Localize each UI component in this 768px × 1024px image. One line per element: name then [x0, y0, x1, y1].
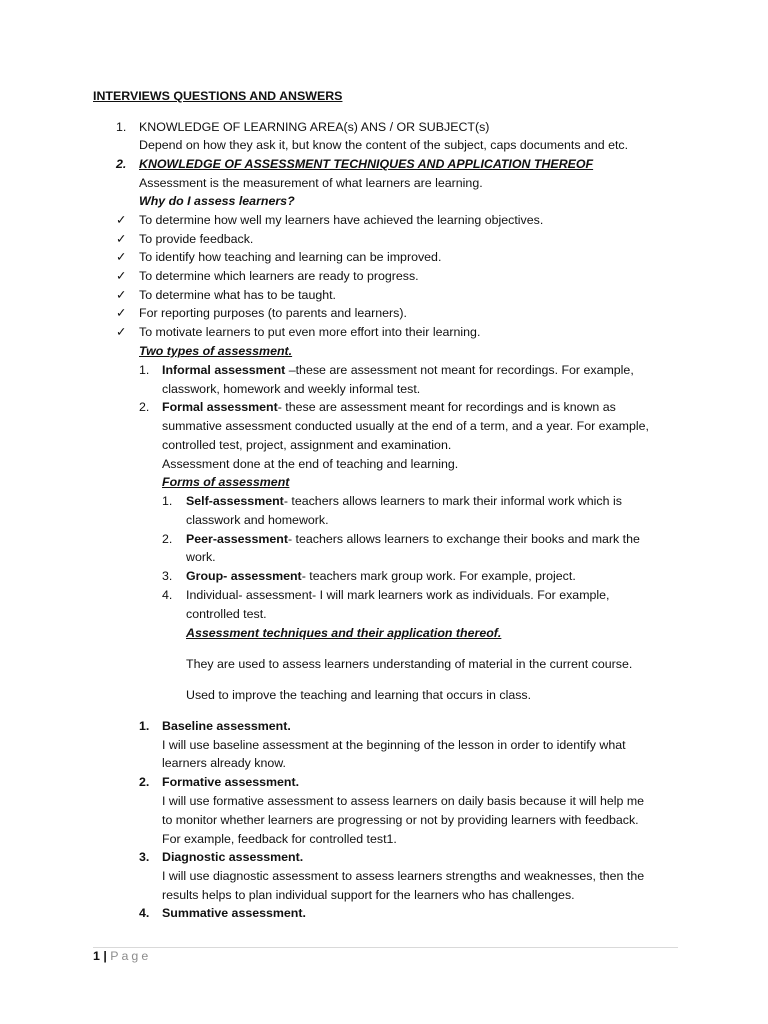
kind-title: Diagnostic assessment. [162, 850, 304, 864]
formal-desc: - these are assessment meant for recordings and is known as [277, 400, 616, 414]
section-1-body: Depend on how they ask it, but know the content of the subject, caps documents and etc. [139, 138, 629, 152]
check-icon: ✓ [116, 269, 127, 283]
informal-number: 1. [139, 363, 150, 377]
formal-number: 2. [139, 400, 150, 414]
form-item-group [186, 567, 576, 585]
kind-text: I will use formative assessment to assess learners on daily basis because it will help me [162, 794, 645, 808]
page-label: Page [110, 949, 152, 963]
kind-number: 4. [139, 906, 150, 920]
form-number: 3. [162, 569, 173, 583]
document-title: INTERVIEWS QUESTIONS AND ANSWERS [93, 89, 343, 103]
form-term: Group- assessment [186, 569, 302, 583]
kind-text: I will use baseline assessment at the beginning of the lesson in order to identify what [162, 738, 626, 752]
check-icon: ✓ [116, 250, 127, 264]
reason-item: To determine which learners are ready to progress. [139, 269, 419, 283]
informal-term: Informal assessment [162, 363, 286, 377]
form-item-individual: Individual- assessment- I will mark learners work as individuals. For example, [186, 588, 610, 602]
section-1-heading: KNOWLEDGE OF LEARNING AREA(s) ANS / OR SUBJECT(s) [139, 120, 490, 134]
form-item-peer [186, 530, 640, 548]
kind-number: 1. [139, 719, 150, 733]
formal-desc-cont: controlled test, project, assignment and examination. [162, 438, 452, 452]
page-number: 1 [93, 949, 100, 963]
form-number: 1. [162, 494, 173, 508]
kind-text: I will use diagnostic assessment to assess learners strengths and weaknesses, then the [162, 869, 645, 883]
section-2-body: Assessment is the measurement of what learners are learning. [139, 176, 483, 190]
section-2-number: 2. [116, 157, 127, 171]
techniques-paragraph: They are used to assess learners understanding of material in the current course. [186, 657, 633, 671]
form-item-self [186, 492, 622, 510]
form-term: Peer-assessment [186, 532, 288, 546]
form-number: 4. [162, 588, 173, 602]
kind-number: 3. [139, 850, 150, 864]
kind-text: results helps to plan individual support for the learners who has challenges. [162, 888, 575, 902]
form-desc-cont: work. [186, 550, 216, 564]
reason-item: For reporting purposes (to parents and learners). [139, 306, 407, 320]
reason-item: To determine what has to be taught. [139, 288, 336, 302]
kind-text: learners already know. [162, 756, 286, 770]
section-2-heading: KNOWLEDGE OF ASSESSMENT TECHNIQUES AND APPLICATION THEREOF [139, 157, 594, 171]
kind-title: Formative assessment. [162, 775, 300, 789]
kind-title: Baseline assessment. [162, 719, 291, 733]
formal-desc-cont: summative assessment conducted usually at the end of a term, and a year. For example, [162, 419, 649, 433]
check-icon: ✓ [116, 213, 127, 227]
forms-heading: Forms of assessment [162, 475, 290, 489]
techniques-heading: Assessment techniques and their application thereof. [186, 626, 502, 640]
check-icon: ✓ [116, 288, 127, 302]
assessment-done-text: Assessment done at the end of teaching and learning. [162, 457, 459, 471]
techniques-paragraph: Used to improve the teaching and learning that occurs in class. [186, 688, 532, 702]
reason-item: To determine how well my learners have achieved the learning objectives. [139, 213, 544, 227]
form-number: 2. [162, 532, 173, 546]
reason-item: To identify how teaching and learning can be improved. [139, 250, 442, 264]
formal-term: Formal assessment [162, 400, 278, 414]
form-desc-cont: controlled test. [186, 607, 267, 621]
informal-desc: –these are assessment not meant for recordings. For example, [285, 363, 634, 377]
form-desc: - teachers mark group work. For example, project. [301, 569, 576, 583]
footer-divider [93, 947, 678, 948]
check-icon: ✓ [116, 232, 127, 246]
section-1-number: 1. [116, 120, 127, 134]
formal-line [162, 398, 616, 416]
types-heading: Two types of assessment. [139, 344, 293, 358]
kind-number: 2. [139, 775, 150, 789]
form-desc: - teachers allows learners to mark their informal work which is [283, 494, 622, 508]
form-desc-cont: classwork and homework. [186, 513, 329, 527]
reason-item: To provide feedback. [139, 232, 254, 246]
informal-desc-cont: classwork, homework and weekly informal test. [162, 382, 421, 396]
check-icon: ✓ [116, 306, 127, 320]
form-desc: - teachers allows learners to exchange their books and mark the [287, 532, 640, 546]
kind-title: Summative assessment. [162, 906, 306, 920]
page-separator: | [103, 949, 107, 963]
reason-item: To motivate learners to put even more effort into their learning. [139, 325, 481, 339]
page-footer [93, 947, 151, 965]
kind-text: to monitor whether learners are progressing or not by providing learners with feedback. [162, 813, 639, 827]
why-assess-heading: Why do I assess learners? [139, 194, 295, 208]
form-term: Self-assessment [186, 494, 284, 508]
informal-line [162, 361, 634, 379]
check-icon: ✓ [116, 325, 127, 339]
kind-text: For example, feedback for controlled test1. [162, 832, 397, 846]
